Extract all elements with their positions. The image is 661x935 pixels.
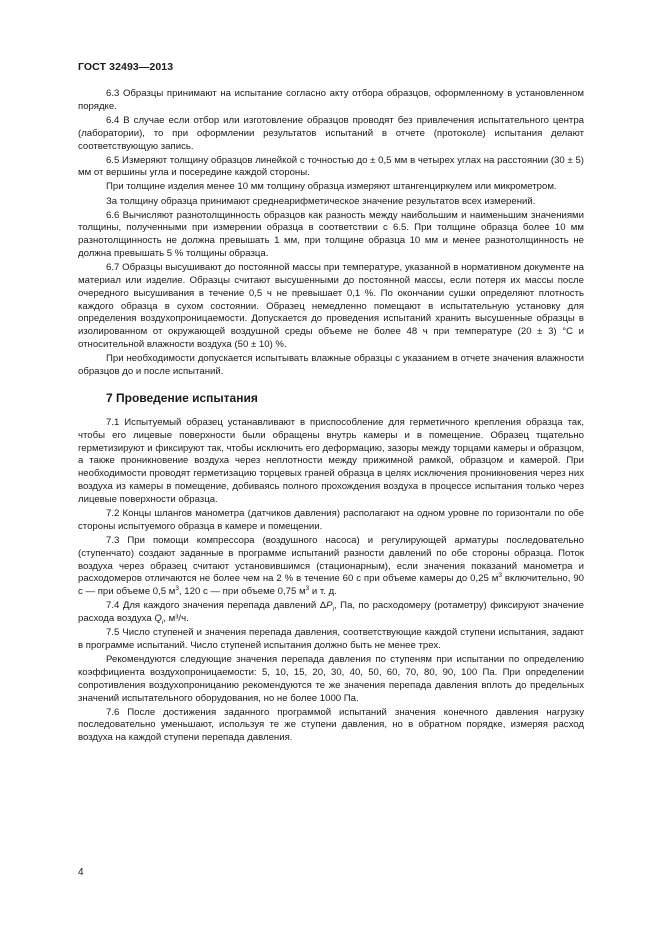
paragraph-6-5-mean: За толщину образца принимают среднеарифметическое значение результатов всех измерений.	[106, 195, 536, 207]
paragraph-6-6: 6.6 Вычисляют разнотолщинность образцов как разность между наибольшим и наименьшим значениями толщины, полученными при измерении образца в соответствии с 6.5. При толщине образца более 10 мм разнотолщинность не должна превышать 1 мм, при толщине образца 10 мм и менее разнотолщинность не должна превышать 5 % толщины образца.	[78, 209, 584, 260]
paragraph-7-3	[78, 535, 584, 599]
paragraph-7-2: 7.2 Концы шлангов манометра (датчиков давления) располагают на одном уровне по горизонтали по обе стороны испытуемого образца в камере и помещении.	[78, 507, 584, 532]
p-7-3-end: и т. д.	[309, 586, 337, 598]
paragraph-7-1: 7.1 Испытуемый образец устанавливают в приспособление для герметичного крепления образца так, чтобы его лицевые поверхности были обращены внутрь камеры и в помещение. Образец тщательно герметизируют и фиксируют так, чтобы исключить его деформацию, зазоры между торцами камеры и образцом, а также проникновение воздуха через неплотности между прижимной рамкой, образцом и камерой. При необходимости проводят герметизацию торцевых граней образца в целях исключения проникновения через них воздуха из камеры в помещение, добиваясь полного прохождения воздуха в процессе испытания только через лицевые поверхности образца.	[78, 416, 584, 505]
cube-superscript: 3	[175, 585, 179, 593]
paragraph-6-5: 6.5 Измеряют толщину образцов линейкой с точностью до ± 0,5 мм в четырех углах на расстоянии (30 ± 5) мм от вершины угла и посередине каждой стороны.	[78, 154, 584, 179]
cube-superscript: 3	[305, 585, 310, 593]
paragraph-7-4	[78, 600, 584, 626]
paragraph-7-6: 7.6 После достижения заданного программой испытаний значения конечного давления нагрузку последовательно уменьшают, используя те же ступени давления, но в обратном порядке, измеряя расход воздуха на каждой ступени перепада давления.	[78, 706, 584, 744]
p-7-4-mid: , Па, по расходомеру (ротаметру) фиксируют значение расхода воздуха	[78, 600, 585, 625]
paragraph-6-5-thin: При толщине изделия менее 10 мм толщину образца измеряют штангенциркулем или микрометром.	[106, 181, 557, 193]
p-7-4-end: , м³/ч.	[163, 613, 189, 625]
page-number: 4	[78, 867, 84, 878]
p-7-3-mid1: включительно, 90 с — при объеме 0,5 м	[78, 573, 584, 598]
section-7-title: 7 Проведение испытания	[106, 390, 258, 405]
paragraph-7-5: 7.5 Число ступеней и значения перепада давления, соответствующие каждой ступени испытания, задают в программе испытаний. Число ступеней испытания должно быть не менее трех.	[78, 627, 584, 651]
document-body	[78, 88, 584, 746]
p-7-3-text: 7.3 При помощи компрессора (воздушного насоса) и регулирующей арматуры последовательно (ступенчато) создают заданные в программе испытаний разности давлений по обе стороны образца. Поток воздуха через образец считают установившимся (стационарным), если значения показаний манометра и расходомеров отличаются не более чем на 2 % в течение 60 с при объеме камеры до 0,25 м	[78, 534, 584, 585]
paragraph-6-7-wet: При необходимости допускается испытывать влажные образцы с указанием в отчете значения влажности образцов до и после испытаний.	[78, 353, 584, 378]
p-7-4-start: 7.4 Для каждого значения перепада давлений Δ	[106, 600, 327, 612]
subscript-i: i	[161, 619, 164, 626]
p-7-3-mid2: , 120 с — при объеме 0,75 м	[178, 586, 306, 598]
symbol-q: Q	[154, 613, 162, 625]
paragraph-6-4: 6.4 В случае если отбор или изготовление образцов проводят без привлечения испытательного центра (лаборатории), то при оформлении результатов испытаний в отчете (протоколе) испытания делают соответствующую запись.	[78, 114, 584, 152]
page-header-standard: ГОСТ 32493—2013	[78, 61, 174, 73]
subscript-i: i	[332, 606, 335, 614]
paragraph-6-3: 6.3 Образцы принимают на испытание согласно акту отбора образцов, оформленному в установленном порядке.	[78, 88, 584, 112]
symbol-p: P	[326, 600, 333, 612]
paragraph-6-7: 6.7 Образцы высушивают до постоянной массы при температуре, указанной в нормативном документе на материал или изделие. Образцы считают высушенными до постоянной массы, если потеря их массы после очередного высушивания в течение 0,5 ч не превышает 0,1 %. По окончании сушки определяют плотность каждого образца в сухом состоянии. Образец немедленно помещают в испытательную установку для определения воздухопроницаемости. Допускается до проведения испытаний хранить высушенные образцы в изолированном от окружающей воздушной среды объеме не более 48 ч при температуре (20 ± 3) °С и относительной влажности воздуха (50 ± 10) %.	[78, 262, 584, 351]
cube-superscript: 3	[498, 572, 502, 580]
paragraph-7-5-recommended: Рекомендуются следующие значения перепада давления по ступеням при испытании по определению коэффициента воздухопроницаемости: 5, 10, 15, 20, 30, 40, 50, 60, 70, 80, 90, 100 Па. При определении сопротивления воздухопроницанию рекомендуются те же значения перепада давления вплоть до предельных значений испытательного оборудования, но не более 1000 Па.	[78, 654, 584, 704]
